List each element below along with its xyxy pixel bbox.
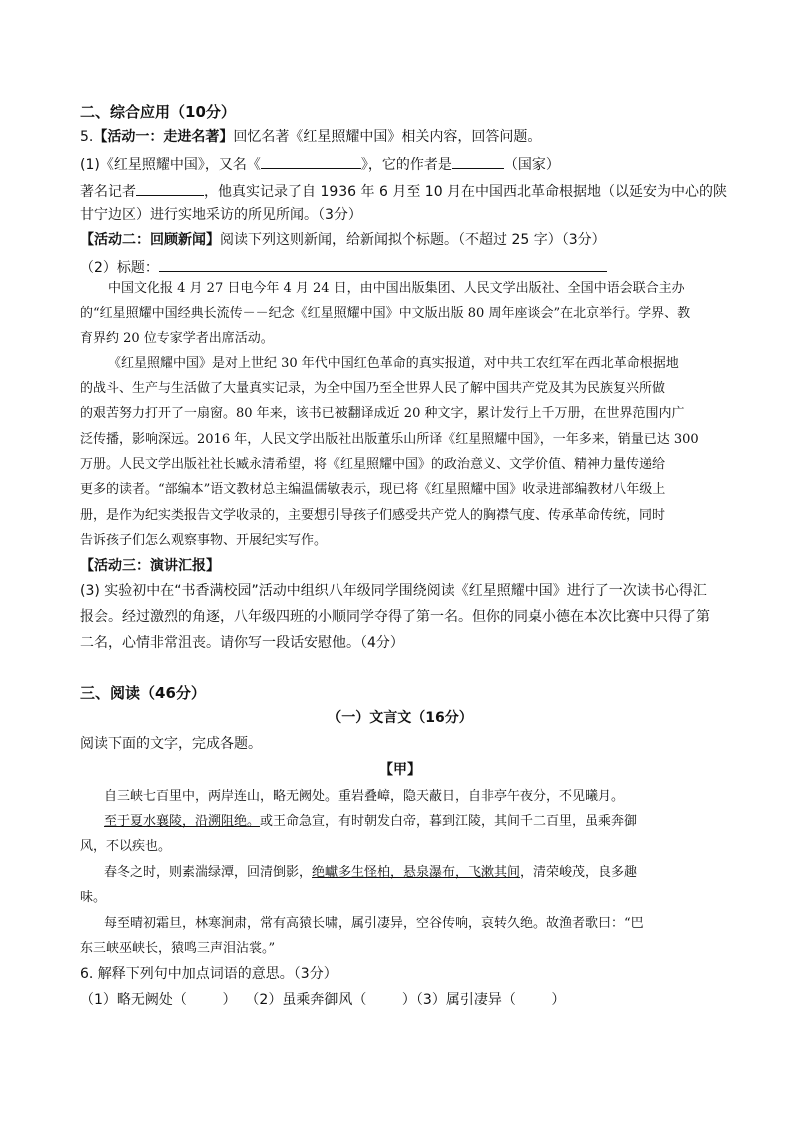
activity-3-label: 【活动三：演讲汇报】 — [80, 558, 220, 574]
news-line: 《红星照耀中国》是对上世纪 30 年代中国红色革命的真实报道，对中共工农红军在西北革命根据地 — [108, 356, 679, 371]
news-line: 更多的读者。“部编本”语文教材总主编温儒敏表示，现已将《红星照耀中国》收录进部编教材八年级上 — [80, 482, 666, 497]
news-line: 的“红星照耀中国经典长流传－－纪念《红星照耀中国》中文版出版 80 周年座谈会”在北京举行。学界、教 — [80, 306, 691, 321]
question-5-1-line2 — [80, 180, 728, 202]
news-line: 册，是作为纪实类报告文学收录的，主要想引导孩子们感受共产党人的胸襟气度、传承革命传统，同时 — [80, 508, 666, 523]
question-5-3-line: 报会。经过激烈的角逐，八年级四班的小顺同学夺得了第一名。但你的同桌小德在本次比赛中只得了第 — [80, 609, 710, 625]
passage-line: 味。 — [80, 890, 107, 905]
question-5-3-line: (3) 实验初中在“书香满校园”活动中组织八年级同学围绕阅读《红星照耀中国》进行了一次读书心得汇 — [80, 583, 707, 599]
question-5-intro — [80, 127, 720, 147]
news-line: 告诉孩子们怎么观察事物、开展纪实写作。 — [80, 533, 328, 548]
q5-2-label: （2）标题： — [80, 260, 159, 276]
q5-1-text-c: （国家） — [503, 157, 560, 173]
q5-1-text-b: 》，它的作者是 — [360, 157, 452, 173]
q5-1-line2-b: ，他真实记录了自 1936 年 6 月至 10 月在中国西北革命根据地（以延安为中心的陕 — [204, 184, 728, 200]
passage-jia-label: 【甲】 — [379, 762, 421, 778]
sub-heading-classical-chinese: （一）文言文（16分） — [327, 710, 473, 726]
passage-line: 自三峡七百里中，两岸连山，略无阙处。重岩叠嶂，隐天蔽日，自非亭午夜分，不见曦月。 — [104, 789, 625, 804]
question-5-2 — [80, 256, 720, 278]
passage-line: 风，不以疾也。 — [80, 839, 172, 854]
question-6-items: （1）略无阙处（ ） （2）虽乘奔御风（ ）（3）属引凄异（ ） — [80, 992, 566, 1008]
passage-line — [104, 812, 720, 832]
question-6: 6. 解释下列句中加点词语的意思。（3分） — [80, 966, 338, 982]
answer-blank-nationality[interactable] — [452, 153, 504, 169]
passage-line: 每至晴初霜旦，林寒涧肃，常有高猿长啸，属引凄异，空谷传响，哀转久绝。故渔者歌曰：“巴 — [104, 916, 644, 931]
passage-line — [104, 863, 720, 883]
passage-text: 春冬之时，则素湍绿潭，回清倒影， — [104, 865, 313, 880]
q5-1-line2-a: 著名记者 — [80, 184, 136, 200]
news-line: 育界约 20 位专家学者出席活动。 — [80, 331, 274, 346]
answer-blank-headline[interactable] — [159, 256, 607, 272]
activity-1-label: 【活动一：走进名著】 — [93, 129, 234, 145]
passage-text: ，清荣峻茂，良多趣 — [520, 865, 638, 880]
news-line: 的战斗、生产与生活做了大量真实记录，为全中国乃至全世界人民了解中国共产党及其为民族复兴所做 — [80, 381, 666, 396]
news-line: 泛传播，影响深远。2016 年，人民文学出版社出版董乐山所译《红星照耀中国》，一年多来，销量已达 300 — [80, 432, 699, 447]
answer-blank-author[interactable] — [136, 180, 204, 196]
news-line: 的艰苦努力打开了一扇窗。80 年来，该书已被翻译成近 20 种文字，累计发行上千万册，在世界范围内广 — [80, 406, 685, 421]
question-5-1 — [80, 153, 720, 175]
question-number: 5. — [80, 129, 94, 145]
underlined-sentence: 绝巘多生怪柏，悬泉瀑布，飞漱其间 — [312, 865, 521, 880]
question-5-3-line: 二名，心情非常沮丧。请你写一段话安慰他。（4分） — [80, 635, 404, 651]
news-line: 中国文化报 4 月 27 日电今年 4 月 24 日，由中国出版集团、人民文学出版社、全国中语会联合主办 — [108, 281, 685, 296]
underlined-sentence: 至于夏水襄陵，沿溯阻绝。 — [104, 814, 261, 829]
q5-1-text-a: (1)《红星照耀中国》，又名《 — [80, 157, 261, 173]
activity-1-text: 回忆名著《红星照耀中国》相关内容，回答问题。 — [233, 129, 542, 145]
news-line: 万册。人民文学出版社社长臧永清希望，将《红星照耀中国》的政治意义、文学价值、精神力量传递给 — [80, 457, 666, 472]
passage-text: 或王命急宣，有时朝发白帝，暮到江陵，其间千二百里，虽乘奔御 — [260, 814, 638, 829]
activity-2-text: 阅读下列这则新闻，给新闻拟个标题。（不超过 25 字）（3分） — [220, 232, 606, 248]
activity-2 — [80, 230, 720, 250]
section-2-heading: 二、综合应用（10分） — [80, 103, 236, 121]
question-5-1-line3: 甘宁边区）进行实地采访的所见所闻。（3分） — [80, 207, 362, 223]
answer-blank-alias[interactable] — [261, 153, 361, 169]
reading-instruction: 阅读下面的文字，完成各题。 — [80, 736, 262, 752]
passage-line: 东三峡巫峡长，猿鸣三声泪沾裳。” — [80, 941, 276, 956]
activity-2-label: 【活动二：回顾新闻】 — [80, 232, 220, 248]
section-3-heading: 三、阅读（46分） — [80, 684, 206, 702]
